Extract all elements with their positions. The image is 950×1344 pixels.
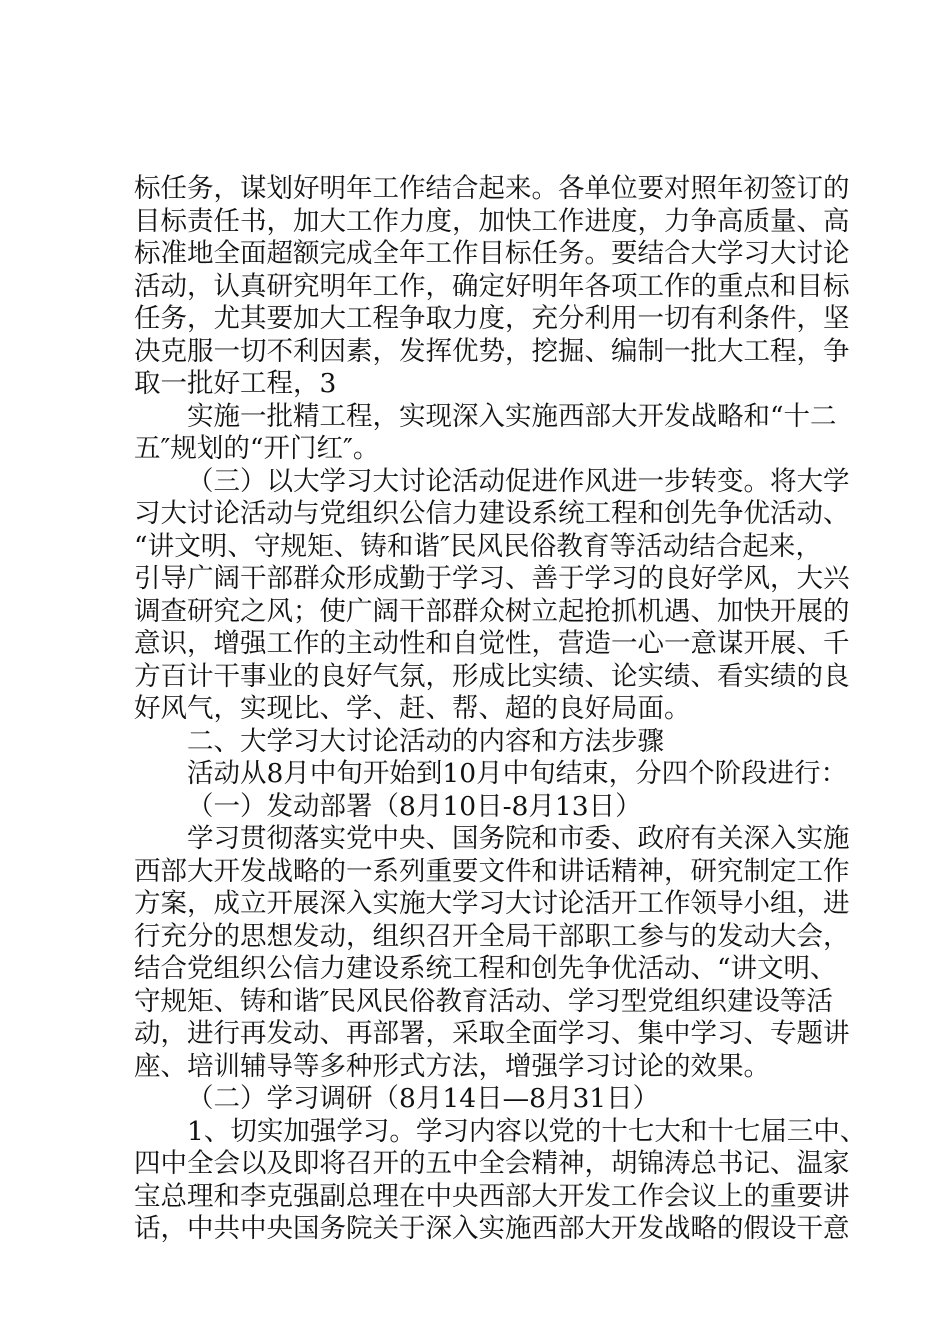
- text-line: 动，进行再发动、再部署，采取全面学习、集中学习、专题讲: [134, 1018, 850, 1049]
- subsection-heading: （二）学习调研（8月14日—8月31日）: [187, 1083, 660, 1114]
- text-line: 活动从8月中旬开始到10月中旬结束，分四个阶段进行：: [187, 758, 848, 789]
- text-line: 西部大开发战略的一系列重要文件和讲话精神，研究制定工作: [134, 855, 850, 887]
- text-line: 座、培训辅导等多种形式方法，增强学习讨论的效果。: [134, 1050, 770, 1082]
- text-line: 取一批好工程，3: [134, 368, 337, 399]
- text-line: 意识，增强工作的主动性和自觉性，营造一心一意谋开展、千: [134, 628, 850, 659]
- text-line: “讲文明、守规矩、铸和谐″民风民俗教育等活动结合起来，: [134, 530, 822, 562]
- text-line: 守规矩、铸和谐″民风民俗教育活动、学习型党组织建设等活: [134, 985, 833, 1017]
- text-line: 行充分的思想发动，组织召开全局干部职工参与的发动大会，: [134, 920, 850, 952]
- text-line: 方案，成立开展深入实施大学习大讨论活开工作领导小组，进: [134, 888, 850, 919]
- text-line: 习大讨论活动与党组织公信力建设系统工程和创先争优活动、: [134, 498, 850, 529]
- text-line: 四中全会以及即将召开的五中全会精神，胡锦涛总书记、温家: [134, 1148, 850, 1179]
- text-line: 1、切实加强学习。学习内容以党的十七大和十七届三中、: [187, 1115, 867, 1147]
- text-line: 结合党组织公信力建设系统工程和创先争优活动、“讲文明、: [134, 953, 837, 984]
- subsection-heading: （一）发动部署（8月10日-8月13日）: [187, 790, 642, 822]
- text-line: 实施一批精工程，实现深入实施西部大开发战略和“十二: [187, 400, 837, 432]
- text-line: 决克服一切不利因素，发挥优势，挖掘、编制一批大工程，争: [134, 335, 850, 367]
- text-line: 学习贯彻落实党中央、国务院和市委、政府有关深入实施: [187, 823, 850, 854]
- text-line: 引导广阔干部群众形成勤于学习、善于学习的良好学风，大兴: [134, 563, 850, 594]
- text-line: 话，中共中央国务院关于深入实施西部大开发战略的假设干意: [134, 1213, 850, 1244]
- text-line: 调查研究之风；使广阔干部群众树立起抢抓机遇、加快开展的: [134, 595, 850, 627]
- text-line: 标准地全面超额完成全年工作目标任务。要结合大学习大讨论: [134, 238, 850, 269]
- text-line: 宝总理和李克强副总理在中央西部大开发工作会议上的重要讲: [134, 1180, 850, 1212]
- text-line: 好风气，实现比、学、赶、帮、超的良好局面。: [134, 693, 691, 724]
- text-line: 方百计干事业的良好气氛，形成比实绩、论实绩、看实绩的良: [134, 660, 850, 692]
- section-heading: 二、大学习大讨论活动的内容和方法步骤: [187, 725, 664, 757]
- document-body: [134, 173, 867, 1246]
- text-line: 五″规划的“开门红″。: [134, 433, 380, 464]
- text-line: 目标责任书，加大工作力度，加快工作进度，力争高质量、高: [134, 205, 850, 237]
- text-line: 任务，尤其要加大工程争取力度，充分利用一切有利条件，坚: [134, 303, 850, 334]
- text-line: 标任务，谋划好明年工作结合起来。各单位要对照年初签订的: [134, 173, 850, 204]
- text-line: 活动，认真研究明年工作，确定好明年各项工作的重点和目标: [134, 270, 850, 302]
- text-line: （三）以大学习大讨论活动促进作风进一步转变。将大学: [187, 465, 850, 497]
